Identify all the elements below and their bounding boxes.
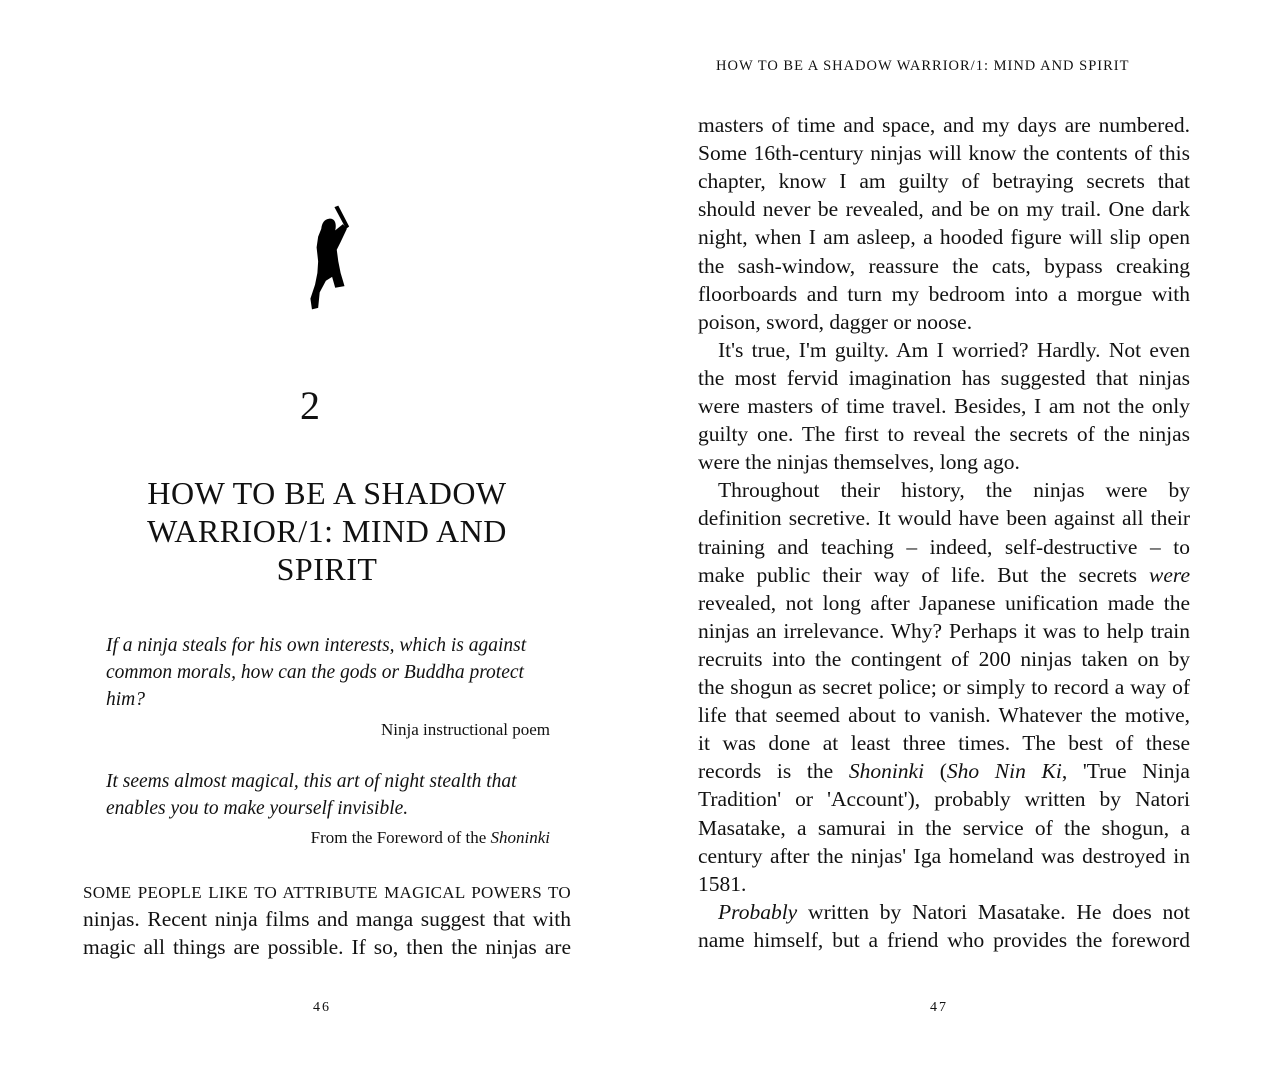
body-line: Tradition' or 'Account'), probably written by Natori (698, 787, 1190, 812)
body-line: ninjas an irrelevance. Why? Perhaps it was to help train (698, 618, 1190, 643)
epigraph-2 (106, 768, 550, 822)
body-line: training and teaching – indeed, self-destructive – to (698, 534, 1190, 559)
body-line: name himself, but a friend who provides the foreword (698, 927, 1190, 952)
body-line: chapter, know I am guilty of betraying secrets that (698, 169, 1190, 194)
chapter-title-line: WARRIOR/1: MIND AND (147, 513, 507, 549)
body-line: records is the Shoninki (Sho Nin Ki, 'True Ninja (698, 759, 1190, 784)
page-number-right: 47 (930, 1000, 948, 1015)
epigraph-line: enables you to make yourself invisible. (106, 798, 409, 819)
body-line: the most fervid imagination has suggested that ninjas (698, 365, 1190, 390)
body-line: recruits into the contingent of 200 ninjas taken on by (698, 646, 1190, 671)
chapter-number: 2 (300, 383, 320, 428)
epigraph-2-attribution (311, 828, 550, 848)
body-line: the sash-window, reassure the cats, bypass creaking (698, 253, 1190, 278)
chapter-title (83, 474, 571, 588)
attribution-book-title: Shoninki (490, 828, 550, 847)
epigraph-line: common morals, how can the gods or Buddha protect (106, 662, 524, 683)
body-line: night, when I am asleep, a hooded figure will slip open (698, 225, 1190, 250)
body-line: Throughout their history, the ninjas were by (718, 478, 1190, 503)
body-line: magic all things are possible. If so, then the ninjas are (83, 935, 571, 959)
body-line: Probably written by Natori Masatake. He does not (718, 899, 1190, 924)
epigraph-1 (106, 632, 550, 713)
body-line: definition secretive. It would have been against all their (698, 506, 1190, 531)
body-line: masters of time and space, and my days are numbered. (698, 113, 1190, 137)
ninja-silhouette-icon (298, 185, 360, 330)
body-line: revealed, not long after Japanese unification made the (698, 590, 1190, 615)
page-number-left: 46 (313, 1000, 331, 1015)
epigraph-line: him? (106, 689, 145, 710)
body-line: It's true, I'm guilty. Am I worried? Hardly. Not even (718, 337, 1190, 362)
body-line: century after the ninjas' Iga homeland was destroyed in (698, 843, 1190, 868)
running-header: HOW TO BE A SHADOW WARRIOR/1: MIND AND SPIRIT (716, 58, 1130, 74)
epigraph-line: If a ninja steals for his own interests, which is against (106, 635, 527, 656)
body-line: should never be revealed, and be on my trail. One dark (698, 197, 1190, 222)
body-line: SOME PEOPLE LIKE TO ATTRIBUTE MAGICAL POWERS TO (83, 883, 571, 902)
body-line: life that seemed about to vanish. Whatever the motive, (698, 703, 1190, 728)
epigraph-1-attribution: Ninja instructional poem (380, 720, 550, 739)
body-line: were masters of time travel. Besides, I am not the only (698, 394, 1190, 418)
body-line: the shogun as secret police; or simply to record a way of (698, 675, 1190, 699)
attribution-text: From the Foreword of the (310, 828, 491, 847)
body-line: 1581. (698, 871, 747, 896)
body-line: Some 16th-century ninjas will know the contents of this (698, 141, 1190, 166)
body-line: ninjas. Recent ninja films and manga suggest that with (83, 907, 571, 931)
body-line: it was done at least three times. The best of these (698, 731, 1190, 756)
epigraph-line: It seems almost magical, this art of night stealth that (106, 771, 517, 792)
body-line: Masatake, a samurai in the service of the shogun, a (698, 815, 1190, 840)
body-line: poison, sword, dagger or noose. (698, 309, 973, 334)
body-line: were the ninjas themselves, long ago. (698, 450, 1020, 475)
chapter-title-line: SPIRIT (276, 551, 378, 587)
chapter-title-line: HOW TO BE A SHADOW (147, 475, 507, 511)
body-line: guilty one. The first to reveal the secrets of the ninjas (698, 422, 1190, 447)
body-line: make public their way of life. But the secrets were (698, 562, 1190, 587)
body-line: floorboards and turn my bedroom into a morgue with (698, 281, 1190, 306)
